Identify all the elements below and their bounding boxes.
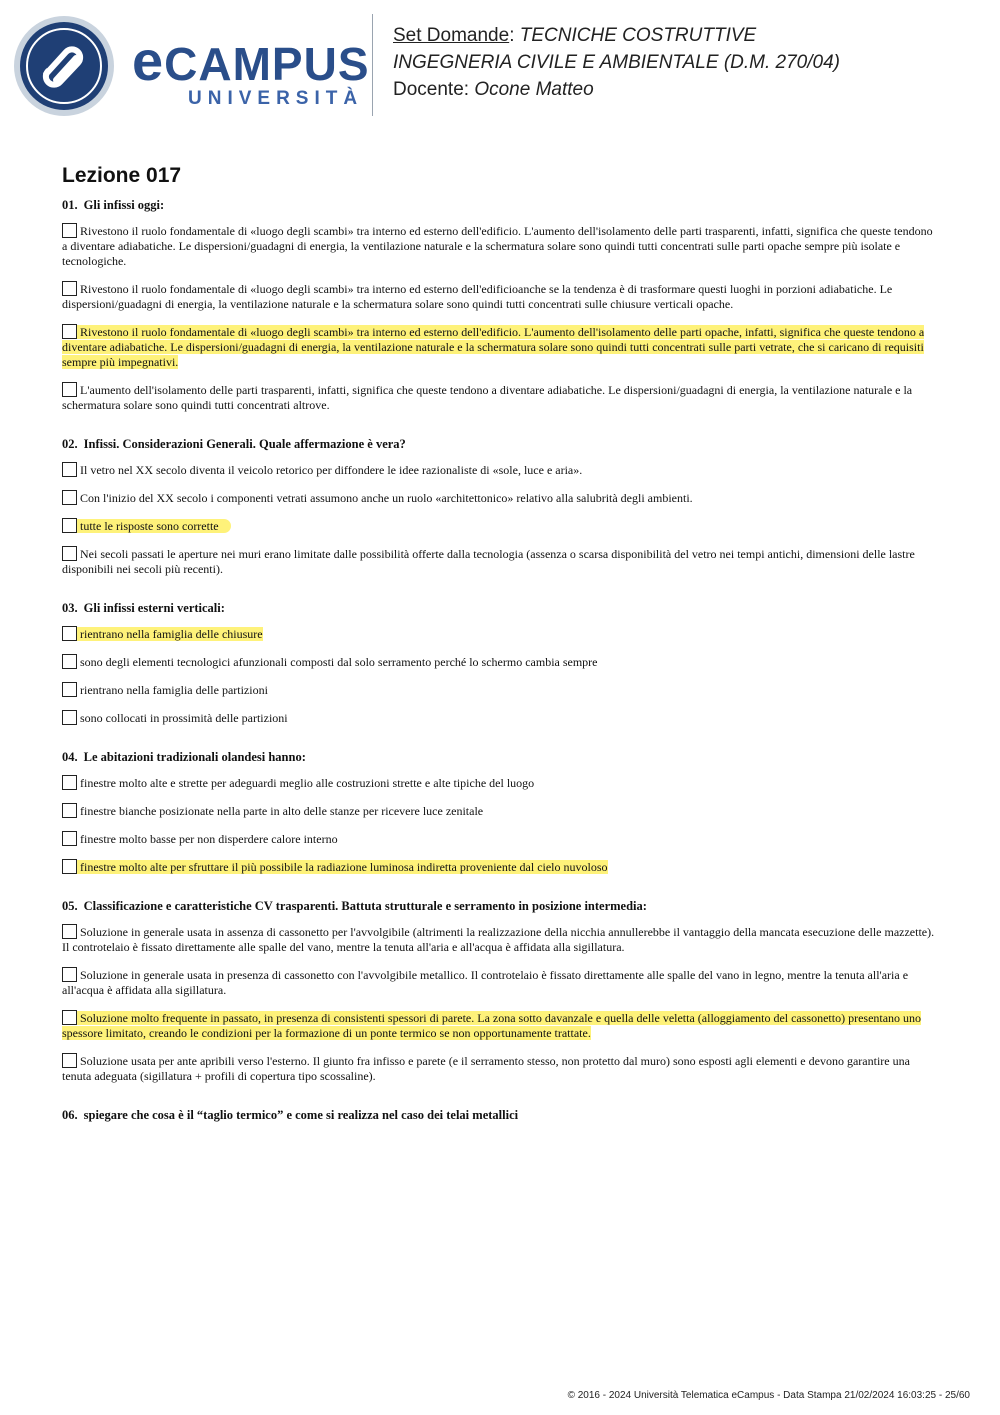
answer-checkbox[interactable] xyxy=(62,710,77,725)
correct-answer-highlight xyxy=(62,1011,921,1040)
answer-option xyxy=(62,518,938,534)
question-block xyxy=(62,899,938,1084)
question-block xyxy=(62,1108,938,1123)
answer-text: Soluzione in generale usata in presenza di cassonetto con l'avvolgibile metallico. Il controtelaio è fissato direttamente alle spalle del vano in legno, mentre la tenuta all'aria e all'acqua è affidata alla sigillatura. xyxy=(62,968,909,997)
answer-checkbox[interactable] xyxy=(62,1010,77,1025)
answer-option xyxy=(62,654,938,670)
answer-body xyxy=(62,711,288,725)
ecampus-logo-badge xyxy=(12,14,116,118)
answer-body xyxy=(62,804,483,818)
answer-checkbox[interactable] xyxy=(62,775,77,790)
page-header xyxy=(0,0,1000,130)
answer-body xyxy=(62,925,934,954)
question-number: 06. xyxy=(62,1108,78,1122)
answer-text: finestre bianche posizionate nella parte in alto delle stanze per ricevere luce zenitale xyxy=(80,804,484,818)
answer-option xyxy=(62,462,938,478)
question-title xyxy=(62,437,938,452)
answer-option xyxy=(62,281,938,312)
page-footer: © 2016 - 2024 Università Telematica eCampus - Data Stampa 21/02/2024 16:03:25 - 25/60 xyxy=(567,1390,970,1401)
correct-answer-highlight xyxy=(62,519,231,533)
answer-option xyxy=(62,775,938,791)
docente-label: Docente: xyxy=(393,79,470,100)
docente-name: Ocone Matteo xyxy=(474,79,594,100)
answer-option xyxy=(62,626,938,642)
correct-answer-highlight xyxy=(62,860,608,874)
answer-text: sono degli elementi tecnologici afunzionali composti dal solo serramento perché lo schermo cambia sempre xyxy=(80,655,598,669)
answer-text: finestre molto alte e strette per adeguardi meglio alle costruzioni strette e alte tipiche del luogo xyxy=(80,776,535,790)
answer-body xyxy=(62,776,534,790)
answer-text: L'aumento dell'isolamento delle parti trasparenti, infatti, significa che queste tendono a diventare adiabatiche. Le dispersioni/guadagni di energia, la ventilazione naturale e la schermatura solare sono quindi tutti concentrati altrove. xyxy=(62,383,913,412)
answer-body xyxy=(62,832,338,846)
question-title xyxy=(62,198,938,213)
question-text: Gli infissi esterni verticali: xyxy=(83,601,225,615)
answer-text: Rivestono il ruolo fondamentale di «luogo degli scambi» tra interno ed esterno dell'edificioanche se la tendenza è di trasformare questi luoghi in porzioni adiabatiche. Le dispersioni/guadagni di energia, la ventilazione naturale e la schermatura solare sono quindi tutti concentrati sulle chiusure verticali opache. xyxy=(62,282,893,311)
header-divider xyxy=(372,14,373,116)
question-block xyxy=(62,601,938,726)
ecampus-subtitle: UNIVERSITÀ xyxy=(188,88,364,109)
answer-text: Il vetro nel XX secolo diventa il veicolo retorico per diffondere le idee razionaliste di «sole, luce e aria». xyxy=(80,463,583,477)
answer-text: finestre molto basse per non disperdere calore interno xyxy=(80,832,338,846)
answer-text: Nei secoli passati le aperture nei muri erano limitate dalle possibilità offerte dalla tecnologia (assenza o scarsa disponibilità del vetro nei tempi antichi, dimensioni delle lastre disponibili nei secoli più recenti). xyxy=(62,547,915,576)
answer-checkbox[interactable] xyxy=(62,924,77,939)
answer-option xyxy=(62,803,938,819)
set-info: Set Domande: TECNICHE COSTRUTTIVE INGEGNERIA CIVILE E AMBIENTALE (D.M. 270/04) Docente: Ocone Matteo xyxy=(393,25,840,100)
answer-text: finestre molto alte per sfruttare il più possibile la radiazione luminosa indiretta proveniente dal cielo nuvoloso xyxy=(80,860,608,874)
answer-text: Rivestono il ruolo fondamentale di «luogo degli scambi» tra interno ed esterno dell'edificio. L'aumento dell'isolamento delle parti opache, infatti, significa che queste tendono a diventare adiabatiche. Le dispersioni/guadagni di energia, la ventilazione naturale e la schermatura solare sono quindi tutti concentrati sulle parti vetrate, che si caricano di requisiti sempre più impegnativi. xyxy=(62,325,925,369)
question-text: Le abitazioni tradizionali olandesi hanno: xyxy=(83,750,306,764)
answer-checkbox[interactable] xyxy=(62,803,77,818)
question-title xyxy=(62,750,938,765)
answer-text: rientrano nella famiglia delle partizioni xyxy=(80,683,268,697)
answer-checkbox[interactable] xyxy=(62,546,77,561)
ecampus-wordmark: eCAMPUS xyxy=(132,29,370,92)
answer-option xyxy=(62,382,938,413)
answer-option xyxy=(62,967,938,998)
answer-checkbox[interactable] xyxy=(62,1053,77,1068)
question-text: Classificazione e caratteristiche CV trasparenti. Battuta strutturale e serramento in posizione intermedia: xyxy=(83,899,647,913)
question-block xyxy=(62,198,938,413)
answer-body xyxy=(62,547,915,576)
answer-body xyxy=(62,224,933,268)
answer-checkbox[interactable] xyxy=(62,382,77,397)
answer-text: rientrano nella famiglia delle chiusure xyxy=(80,627,263,641)
lesson-content xyxy=(62,160,938,1147)
set-title-line1: TECNICHE COSTRUTTIVE xyxy=(519,25,757,46)
answer-option xyxy=(62,324,938,370)
answer-checkbox[interactable] xyxy=(62,462,77,477)
question-number: 05. xyxy=(62,899,78,913)
answer-checkbox[interactable] xyxy=(62,281,77,296)
answer-body xyxy=(62,655,598,669)
answer-body xyxy=(62,383,912,412)
answer-checkbox[interactable] xyxy=(62,324,77,339)
question-title xyxy=(62,1108,938,1123)
answer-body xyxy=(62,491,693,505)
correct-answer-highlight xyxy=(62,325,924,369)
answer-option xyxy=(62,859,938,875)
answer-text: sono collocati in prossimità delle partizioni xyxy=(80,711,288,725)
question-text: spiegare che cosa è il “taglio termico” e come si realizza nel caso dei telai metallici xyxy=(83,1108,519,1122)
answer-checkbox[interactable] xyxy=(62,490,77,505)
set-title-line2: INGEGNERIA CIVILE E AMBIENTALE (D.M. 270/04) xyxy=(393,52,840,73)
answer-checkbox[interactable] xyxy=(62,682,77,697)
question-number: 02. xyxy=(62,437,78,451)
answer-checkbox[interactable] xyxy=(62,626,77,641)
question-list xyxy=(62,198,938,1123)
answer-checkbox[interactable] xyxy=(62,518,77,533)
answer-option xyxy=(62,490,938,506)
lesson-title: Lezione 017 xyxy=(62,164,182,187)
question-number: 03. xyxy=(62,601,78,615)
correct-answer-highlight xyxy=(62,627,263,641)
answer-option xyxy=(62,924,938,955)
answer-option xyxy=(62,710,938,726)
answer-checkbox[interactable] xyxy=(62,831,77,846)
answer-text: Soluzione molto frequente in passato, in presenza di consistenti spessori di parete. La zona sotto davanzale e quella delle veletta (alloggiamento del cassonetto) presentano uno spessore limitato, creando le condizioni per la formazione di un ponte termico se non opportunamente trattate. xyxy=(62,1011,922,1040)
answer-option xyxy=(62,1010,938,1041)
question-block xyxy=(62,437,938,577)
question-number: 04. xyxy=(62,750,78,764)
question-number: 01. xyxy=(62,198,78,212)
answer-text: Soluzione in generale usata in assenza di cassonetto per l'avvolgibile (altrimenti la realizzazione della nicchia annullerebbe il vantaggio della mancata esecuzione delle mazzette). Il controtelaio è fissato direttamente alle spalle del vano, mentre la tenuta all'aria e all'acqua è affidata alla sigillatura. xyxy=(62,925,935,954)
answer-text: Con l'inizio del XX secolo i componenti vetrati assumono anche un ruolo «architettonico» relativo alla salubrità degli ambienti. xyxy=(80,491,693,505)
answer-text: tutte le risposte sono corrette xyxy=(80,519,219,533)
answer-checkbox[interactable] xyxy=(62,654,77,669)
answer-checkbox[interactable] xyxy=(62,967,77,982)
answer-option xyxy=(62,1053,938,1084)
answer-text: Rivestono il ruolo fondamentale di «luogo degli scambi» tra interno ed esterno dell'edificio. L'aumento dell'isolamento delle parti trasparenti, infatti, significa che queste tendono a diventare adiabatiche. Le dispersioni/guadagni di energia, la ventilazione naturale e la schermatura solare sono quindi tutti concentrati sulle parti opache sempre più isolate e tecnologiche. xyxy=(62,224,933,268)
question-text: Gli infissi oggi: xyxy=(83,198,165,212)
answer-body xyxy=(62,463,582,477)
answer-checkbox[interactable] xyxy=(62,223,77,238)
answer-body xyxy=(62,282,892,311)
question-title xyxy=(62,899,938,914)
answer-text: Soluzione usata per ante apribili verso l'esterno. Il giunto fra infisso e parete (e il serramento stesso, non protetto dal muro) sono esposti agli elementi e devono garantire una tenuta adeguata (sigillatura + profili di copertura tipo scossaline). xyxy=(62,1054,910,1083)
set-label: Set Domande xyxy=(393,25,510,46)
question-block xyxy=(62,750,938,875)
answer-body xyxy=(62,968,908,997)
answer-option xyxy=(62,831,938,847)
answer-option xyxy=(62,223,938,269)
question-title xyxy=(62,601,938,616)
answer-option xyxy=(62,682,938,698)
question-text: Infissi. Considerazioni Generali. Quale affermazione è vera? xyxy=(83,437,406,451)
answer-checkbox[interactable] xyxy=(62,859,77,874)
answer-body xyxy=(62,683,268,697)
answer-option xyxy=(62,546,938,577)
answer-body xyxy=(62,1054,910,1083)
